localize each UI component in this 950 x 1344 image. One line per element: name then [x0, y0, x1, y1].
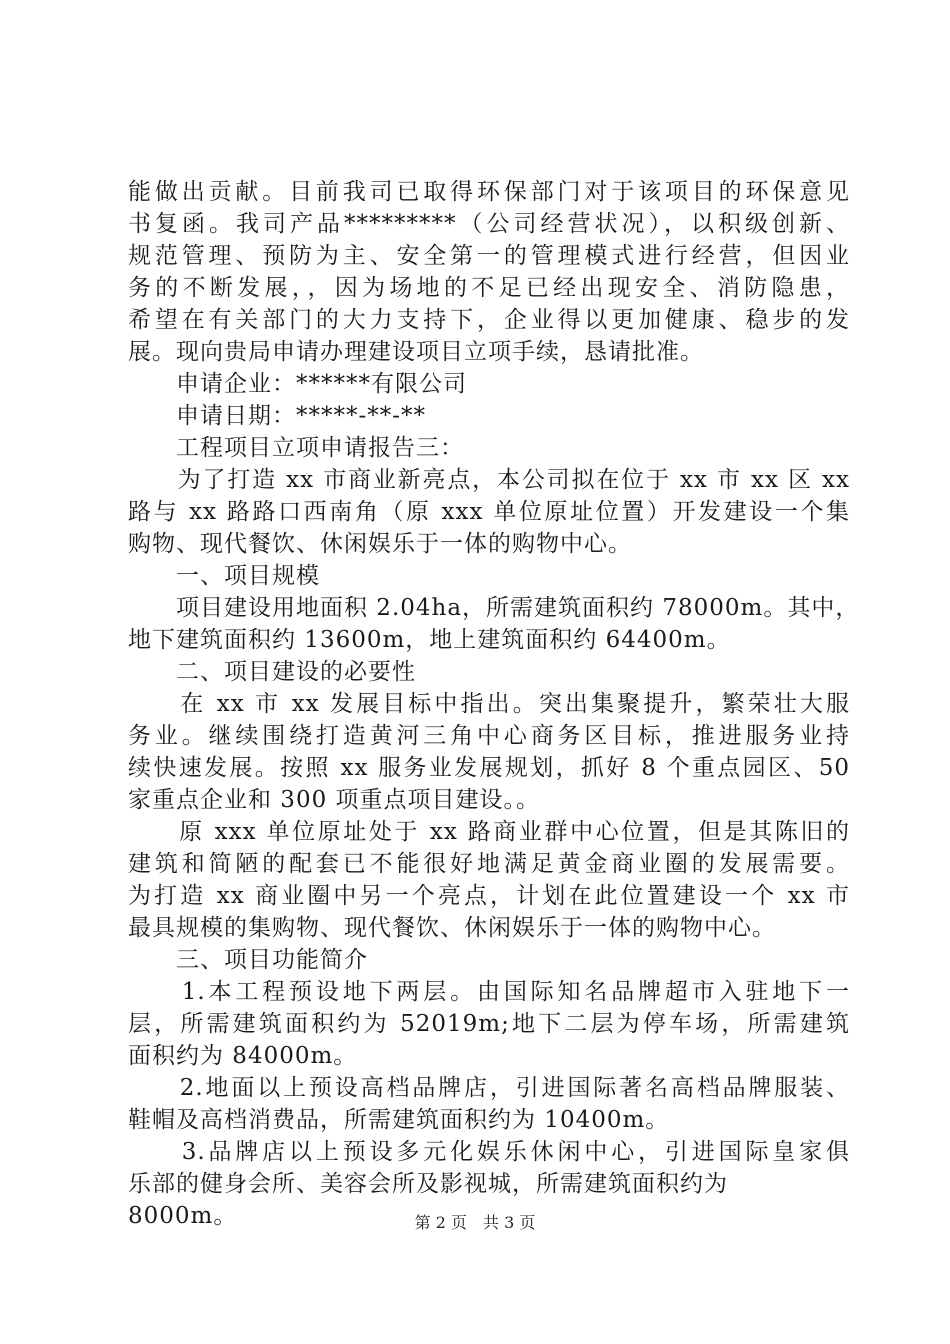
text-line: 书复函。我司产品*********（公司经营状况），以积级创新、 [128, 211, 850, 237]
text-line: 为打造 xx 商业圈中另一个亮点，计划在此位置建设一个 xx 市 [128, 883, 850, 909]
text-line: 能做出贡献。目前我司已取得环保部门对于该项目的环保意见 [128, 179, 850, 205]
text-line: 项目建设用地面积 2.04ha，所需建筑面积约 78000m。其中， [128, 595, 860, 621]
applicant-company: 申请企业：******有限公司 [128, 371, 467, 397]
text-line: 面积约为 84000m。 [128, 1043, 358, 1069]
section-heading: 工程项目立项申请报告三： [128, 435, 464, 461]
text-line: 展。现向贵局申请办理建设项目立项手续，恳请批准。 [128, 339, 704, 365]
text-line: 购物、现代餐饮、休闲娱乐于一体的购物中心。 [128, 531, 632, 557]
text-line: 规范管理、预防为主、安全第一的管理模式进行经营，但因业 [128, 243, 850, 269]
text-line: 乐部的健身会所、美容会所及影视城，所需建筑面积约为 [128, 1171, 728, 1197]
text-line: 8000m。 [128, 1203, 238, 1229]
text-line: 务业。继续围绕打造黄河三角中心商务区目标，推进服务业持 [128, 723, 850, 749]
text-line: 层，所需建筑面积约为 52019m;地下二层为停车场，所需建筑 [128, 1011, 850, 1037]
text-line: 续快速发展。按照 xx 服务业发展规划，抓好 8 个重点园区、50 [128, 755, 850, 781]
text-line: 最具规模的集购物、现代餐饮、休闲娱乐于一体的购物中心。 [128, 915, 776, 941]
text-line: 原 xxx 单位原址处于 xx 路商业群中心位置，但是其陈旧的 [128, 819, 850, 845]
section-heading: 三、项目功能简介 [128, 947, 368, 973]
text-line: 希望在有关部门的大力支持下，企业得以更加健康、稳步的发 [128, 307, 850, 333]
text-line: 3.品牌店以上预设多元化娱乐休闲中心，引进国际皇家俱 [128, 1139, 850, 1165]
text-line: 1.本工程预设地下两层。由国际知名品牌超市入驻地下一 [128, 979, 850, 1005]
text-line: 务的不断发展，，因为场地的不足已经出现安全、消防隐患， [128, 275, 850, 301]
application-date: 申请日期：*****-**-** [128, 403, 427, 429]
text-line: 建筑和简陋的配套已不能很好地满足黄金商业圈的发展需要。 [128, 851, 850, 877]
text-line: 在 xx 市 xx 发展目标中指出。突出集聚提升，繁荣壮大服 [128, 691, 850, 717]
text-line: 路与 xx 路路口西南角（原 xxx 单位原址位置）开发建设一个集 [128, 499, 850, 525]
page-footer: 第 2 页 共 3 页 [414, 1213, 536, 1232]
text-line: 地下建筑面积约 13600m，地上建筑面积约 64400m。 [128, 627, 731, 653]
text-line: 家重点企业和 300 项重点项目建设。。 [128, 787, 541, 813]
text-line: 为了打造 xx 市商业新亮点，本公司拟在位于 xx 市 xx 区 xx [128, 467, 850, 493]
section-heading: 一、项目规模 [128, 563, 320, 589]
text-line: 鞋帽及高档消费品，所需建筑面积约为 10400m。 [128, 1107, 670, 1133]
text-line: 2.地面以上预设高档品牌店，引进国际著名高档品牌服装、 [128, 1075, 850, 1101]
section-heading: 二、项目建设的必要性 [128, 659, 416, 685]
